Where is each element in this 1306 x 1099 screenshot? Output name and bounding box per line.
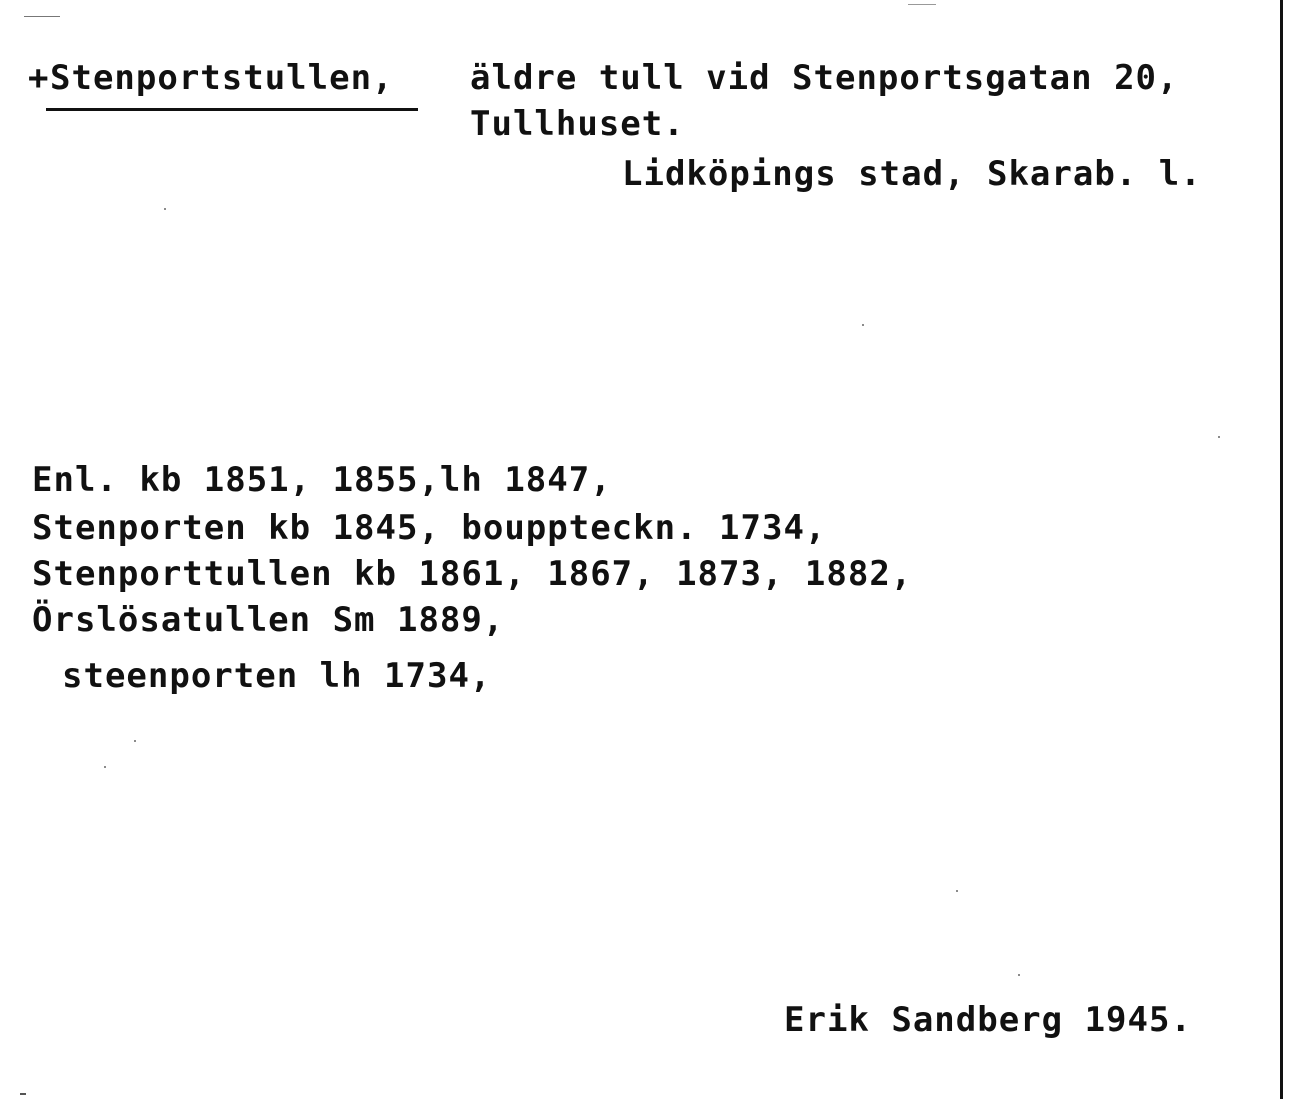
- entry-marker: +: [28, 58, 50, 98]
- scan-speck: [164, 208, 166, 210]
- entry-location: Lidköpings stad, Skarab. l.: [622, 154, 1202, 194]
- scan-speck: [1018, 974, 1020, 976]
- source-line: Enl. kb 1851, 1855,lh 1847,: [32, 460, 612, 500]
- entry-name: Stenportstullen,: [50, 58, 394, 98]
- scan-speck: [1218, 436, 1220, 438]
- scan-speck: [862, 324, 864, 326]
- scan-speck: [134, 740, 136, 742]
- source-line: Örslösatullen Sm 1889,: [32, 600, 505, 640]
- signature: Erik Sandberg 1945.: [784, 1000, 1192, 1040]
- entry-name-underline: [46, 108, 418, 111]
- source-line: Stenporten kb 1845, bouppteckn. 1734,: [32, 508, 827, 548]
- scan-mark-bottom-left: [20, 1093, 26, 1095]
- scan-mark-top-left: [24, 16, 60, 17]
- scan-mark-top: [908, 4, 936, 5]
- entry-description-line1: äldre tull vid Stenportsgatan 20,: [470, 58, 1179, 98]
- source-line: steenporten lh 1734,: [62, 656, 492, 696]
- scan-speck: [956, 890, 958, 892]
- entry-description-line2: Tullhuset.: [470, 104, 685, 144]
- card-right-edge: [1280, 0, 1283, 1099]
- scan-speck: [104, 766, 106, 768]
- source-line: Stenporttullen kb 1861, 1867, 1873, 1882,: [32, 554, 913, 594]
